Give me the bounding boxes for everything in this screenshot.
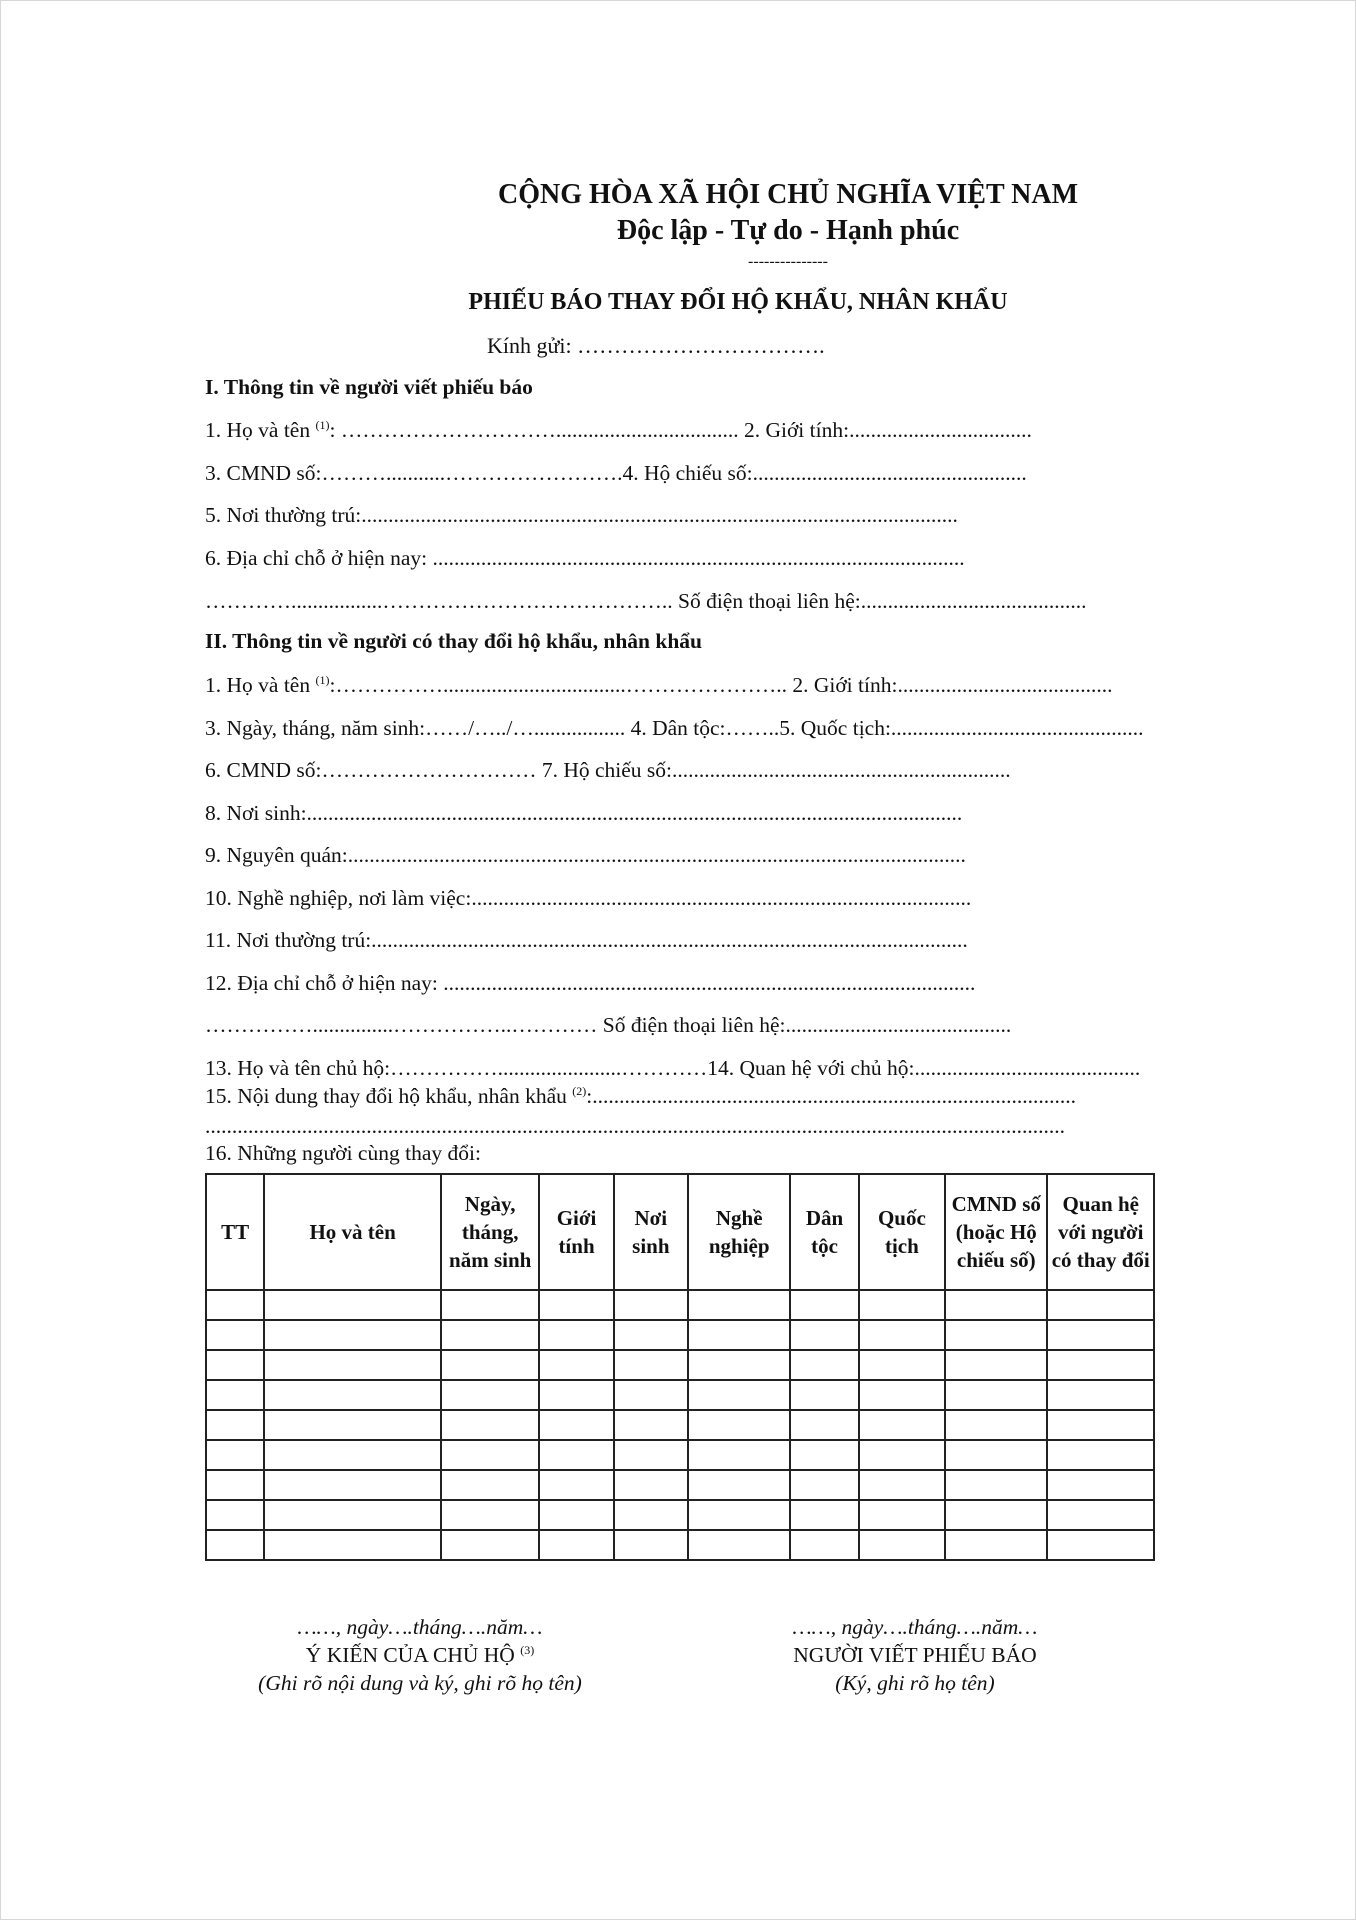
table-cell[interactable] — [614, 1380, 688, 1410]
col-header-dob: Ngày, tháng, năm sinh — [441, 1174, 539, 1290]
table-cell[interactable] — [264, 1440, 441, 1470]
s2-head-of-household-line: 13. Họ và tên chủ hộ:…………….......................…………14. Quan hệ với chủ hộ:.......................................... — [205, 1056, 1141, 1080]
s2-co-changers-label: 16. Những người cùng thay đổi: — [205, 1141, 481, 1165]
table-cell[interactable] — [790, 1500, 858, 1530]
table-cell[interactable] — [945, 1350, 1047, 1380]
table-cell[interactable] — [539, 1380, 613, 1410]
table-cell[interactable] — [206, 1410, 264, 1440]
table-cell[interactable] — [539, 1290, 613, 1320]
table-cell[interactable] — [206, 1500, 264, 1530]
table-header-row — [206, 1174, 1154, 1290]
col-header-id-number: CMND số (hoặc Hộ chiếu số) — [945, 1174, 1047, 1290]
table-cell[interactable] — [206, 1440, 264, 1470]
col-header-birthplace: Nơi sinh — [614, 1174, 688, 1290]
s2-phone-line: ……………...............……………..………… Số điện thoại liên hệ:.......................................... — [205, 1013, 1012, 1037]
reporter-note: (Ký, ghi rõ họ tên) — [835, 1671, 995, 1695]
table-cell[interactable] — [859, 1380, 945, 1410]
col-header-nationality: Quốc tịch — [859, 1174, 945, 1290]
table-cell[interactable] — [539, 1470, 613, 1500]
table-cell[interactable] — [790, 1530, 858, 1560]
table-row — [206, 1530, 1154, 1560]
table-row — [206, 1380, 1154, 1410]
table-cell[interactable] — [945, 1320, 1047, 1350]
s2-name-gender-line: 1. Họ và tên $^{(1)}$:……………..................................………………….. 2. Giới tính:........................................ — [205, 673, 1113, 697]
s2-birthplace-line: 8. Nơi sinh:.......................................................................................................................... — [205, 801, 963, 825]
table-cell[interactable] — [441, 1380, 539, 1410]
table-cell[interactable] — [539, 1530, 613, 1560]
table-cell[interactable] — [1047, 1290, 1154, 1320]
s2-dob-ethnic-nationality-line: 3. Ngày, tháng, năm sinh:……/…../…................. 4. Dân tộc:……..5. Quốc tịch:............................................... — [205, 716, 1144, 740]
s1-id-passport-line: 3. CMND số:………...........…………………….4. Hộ chiếu số:................................................... — [205, 461, 1027, 485]
table-cell[interactable] — [688, 1440, 790, 1470]
table-cell[interactable] — [614, 1500, 688, 1530]
table-cell[interactable] — [688, 1350, 790, 1380]
table-cell[interactable] — [859, 1470, 945, 1500]
table-cell[interactable] — [614, 1410, 688, 1440]
section2-title: II. Thông tin về người có thay đổi hộ khẩu, nhân khẩu — [205, 629, 703, 653]
s2-hometown-line: 9. Nguyên quán:................................................................................................................... — [205, 843, 966, 867]
table-cell[interactable] — [441, 1530, 539, 1560]
col-header-ethnicity: Dân tộc — [790, 1174, 858, 1290]
table-cell[interactable] — [945, 1290, 1047, 1320]
table-cell[interactable] — [790, 1470, 858, 1500]
table-cell[interactable] — [206, 1290, 264, 1320]
col-header-occupation: Nghề nghiệp — [688, 1174, 790, 1290]
table-row — [206, 1350, 1154, 1380]
table-cell[interactable] — [1047, 1320, 1154, 1350]
table-cell[interactable] — [264, 1380, 441, 1410]
table-cell[interactable] — [264, 1290, 441, 1320]
table-cell[interactable] — [1047, 1410, 1154, 1440]
table-row — [206, 1470, 1154, 1500]
table-cell[interactable] — [859, 1530, 945, 1560]
table-cell[interactable] — [688, 1290, 790, 1320]
table-cell[interactable] — [539, 1410, 613, 1440]
table-cell[interactable] — [688, 1530, 790, 1560]
table-cell[interactable] — [859, 1320, 945, 1350]
table-cell[interactable] — [688, 1470, 790, 1500]
table-cell[interactable] — [790, 1380, 858, 1410]
table-cell[interactable] — [790, 1350, 858, 1380]
table-cell[interactable] — [441, 1320, 539, 1350]
table-cell[interactable] — [859, 1500, 945, 1530]
s2-change-content-line: 15. Nội dung thay đổi hộ khẩu, nhân khẩu $^{(2)}$:.......................................................................................... — [205, 1084, 1076, 1108]
header-divider: --------------- — [748, 253, 828, 270]
household-head-note: (Ghi rõ nội dung và ký, ghi rõ họ tên) — [258, 1671, 582, 1695]
household-head-date: ……, ngày….tháng….năm… — [297, 1615, 543, 1639]
s2-id-passport-line: 6. CMND số:………………………… 7. Hộ chiếu số:............................................................... — [205, 758, 1011, 782]
table-cell[interactable] — [614, 1320, 688, 1350]
col-header-gender: Giới tính — [539, 1174, 613, 1290]
col-header-relationship: Quan hệ với người có thay đổi — [1047, 1174, 1154, 1290]
table-cell[interactable] — [206, 1530, 264, 1560]
table-cell[interactable] — [1047, 1380, 1154, 1410]
signature-block-reporter — [745, 1613, 1085, 1697]
table-cell[interactable] — [688, 1380, 790, 1410]
table-cell[interactable] — [945, 1500, 1047, 1530]
table-cell[interactable] — [264, 1320, 441, 1350]
table-cell[interactable] — [264, 1530, 441, 1560]
table-cell[interactable] — [539, 1320, 613, 1350]
table-cell[interactable] — [539, 1440, 613, 1470]
table-cell[interactable] — [441, 1470, 539, 1500]
table-cell[interactable] — [1047, 1470, 1154, 1500]
table-cell[interactable] — [945, 1530, 1047, 1560]
table-cell[interactable] — [945, 1410, 1047, 1440]
table-cell[interactable] — [264, 1470, 441, 1500]
table-row — [206, 1290, 1154, 1320]
table-cell[interactable] — [206, 1470, 264, 1500]
table-cell[interactable] — [614, 1350, 688, 1380]
table-cell[interactable] — [614, 1470, 688, 1500]
household-head-title: Ý KIẾN CỦA CHỦ HỘ $^{(3)}$ — [305, 1643, 535, 1667]
table-cell[interactable] — [859, 1410, 945, 1440]
signature-block-household-head — [205, 1613, 635, 1697]
table-cell[interactable] — [441, 1410, 539, 1440]
s2-current-address-line: 12. Địa chỉ chỗ ở hiện nay: ................................................................................................... — [205, 971, 976, 995]
table-cell[interactable] — [441, 1350, 539, 1380]
table-body — [206, 1290, 1154, 1560]
table-cell[interactable] — [264, 1410, 441, 1440]
table-cell[interactable] — [614, 1290, 688, 1320]
table-cell[interactable] — [945, 1440, 1047, 1470]
s1-name-gender-line: 1. Họ và tên $^{(1)}$: ………………………….................................. 2. Giới tính:.................................. — [205, 418, 1032, 442]
table-cell[interactable] — [441, 1290, 539, 1320]
table-cell[interactable] — [859, 1350, 945, 1380]
col-header-name: Họ và tên — [264, 1174, 441, 1290]
table-row — [206, 1440, 1154, 1470]
table-row — [206, 1410, 1154, 1440]
table-cell[interactable] — [441, 1440, 539, 1470]
reporter-title: NGƯỜI VIẾT PHIẾU BÁO — [793, 1643, 1037, 1667]
table-cell[interactable] — [790, 1290, 858, 1320]
table-cell[interactable] — [206, 1380, 264, 1410]
table-cell[interactable] — [614, 1440, 688, 1470]
s1-phone-line: ………….................………………………………….. Số điện thoại liên hệ:.......................................... — [205, 589, 1087, 613]
table-cell[interactable] — [688, 1410, 790, 1440]
table-cell[interactable] — [441, 1500, 539, 1530]
motto-heading: Độc lập - Tự do - Hạnh phúc — [616, 215, 960, 246]
table-cell[interactable] — [790, 1440, 858, 1470]
co-changers-table — [205, 1173, 1155, 1561]
table-cell[interactable] — [206, 1350, 264, 1380]
table-cell[interactable] — [790, 1410, 858, 1440]
table-cell[interactable] — [539, 1500, 613, 1530]
table-row — [206, 1320, 1154, 1350]
table-cell[interactable] — [945, 1470, 1047, 1500]
reporter-date: ……, ngày….tháng….năm… — [792, 1615, 1038, 1639]
table-cell[interactable] — [614, 1530, 688, 1560]
table-cell[interactable] — [264, 1350, 441, 1380]
table-cell[interactable] — [688, 1500, 790, 1530]
table-cell[interactable] — [1047, 1530, 1154, 1560]
s2-occupation-line: 10. Nghề nghiệp, nơi làm việc:............................................................................................. — [205, 886, 972, 910]
table-cell[interactable] — [790, 1320, 858, 1350]
s2-permanent-residence-line: 11. Nơi thường trú:............................................................................................................... — [205, 928, 968, 952]
section1-title: I. Thông tin về người viết phiếu báo — [205, 375, 533, 399]
table-cell[interactable] — [539, 1350, 613, 1380]
table-row — [206, 1500, 1154, 1530]
nation-heading: CỘNG HÒA XÃ HỘI CHỦ NGHĨA VIỆT NAM — [497, 179, 1079, 210]
table-cell[interactable] — [264, 1500, 441, 1530]
table-cell[interactable] — [1047, 1500, 1154, 1530]
col-header-tt: TT — [206, 1174, 264, 1290]
table-cell[interactable] — [206, 1320, 264, 1350]
recipient-line: Kính gửi: ……………………………. — [487, 333, 825, 358]
table-cell[interactable] — [688, 1320, 790, 1350]
table-cell[interactable] — [1047, 1350, 1154, 1380]
table-cell[interactable] — [1047, 1440, 1154, 1470]
table-cell[interactable] — [945, 1380, 1047, 1410]
form-title: PHIẾU BÁO THAY ĐỔI HỘ KHẨU, NHÂN KHẨU — [468, 289, 1008, 315]
s1-permanent-residence-line: 5. Nơi thường trú:............................................................................................................... — [205, 503, 958, 527]
s2-change-content-continuation: ................................................................................................................................................................ — [205, 1114, 1065, 1138]
table-cell[interactable] — [859, 1440, 945, 1470]
table-cell[interactable] — [859, 1290, 945, 1320]
s1-current-address-line: 6. Địa chỉ chỗ ở hiện nay: ................................................................................................... — [205, 546, 965, 570]
